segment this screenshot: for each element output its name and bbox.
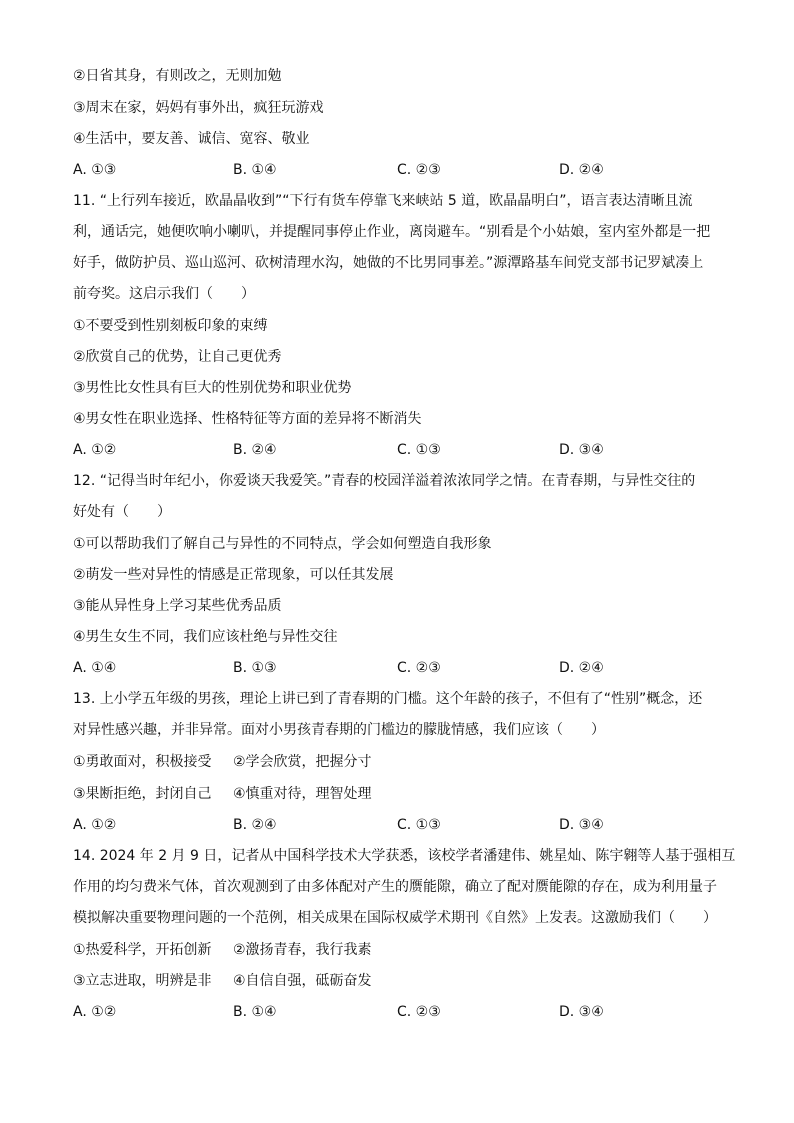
choice-d[interactable]: D. ③④ [559, 442, 604, 458]
option-line: ③能从异性身上学习某些优秀品质 [73, 598, 282, 614]
choice-a[interactable]: A. ①④ [73, 660, 117, 676]
stem-line: 13. 上小学五年级的男孩，理论上讲已到了青春期的门槛。这个年龄的孩子，不但有了“性别”概念，还 [73, 691, 703, 707]
choice-d[interactable]: D. ③④ [559, 1004, 604, 1020]
option-line: ④男女性在职业选择、性格特征等方面的差异将不断消失 [73, 411, 422, 427]
option-pair [73, 784, 372, 804]
question-14-stem [73, 841, 736, 934]
option-line: ①可以帮助我们了解自己与异性的不同特点，学会如何塑造自我形象 [73, 536, 492, 552]
stem-line: 利，通话完，她便吹响小喇叭，并提醒同事停止作业，离岗避车。“别看是个小姑娘，室内室外都是一把 [73, 224, 711, 240]
stem-line: 模拟解决重要物理问题的一个范例，相关成果在国际权威学术期刊《自然》上发表。这激励我们（ ） [73, 910, 717, 926]
answer-choices [73, 815, 733, 835]
answer-choices [73, 440, 733, 460]
option-line: ③男性比女性具有巨大的性别优势和职业优势 [73, 380, 352, 396]
option-line: ②欣赏自己的优势，让自己更优秀 [73, 349, 282, 365]
option-line: ④慎重对待，理智处理 [233, 786, 372, 802]
choice-a[interactable]: A. ①② [73, 442, 117, 458]
question-11-stem [73, 186, 721, 310]
choice-c[interactable]: C. ①③ [397, 817, 441, 833]
choice-b[interactable]: B. ②④ [233, 817, 277, 833]
stem-line: 14. 2024 年 2 月 9 日，记者从中国科学技术大学获悉，该校学者潘建伟、姚星灿、陈宇翱等人基于强相互 [73, 848, 736, 864]
choice-d[interactable]: D. ②④ [559, 660, 604, 676]
choice-b[interactable]: B. ①④ [233, 162, 277, 178]
option-line: ③果断拒绝，封闭自己 [73, 786, 212, 802]
answer-choices [73, 1002, 733, 1022]
stem-line: 好处有（ ） [73, 504, 171, 520]
option-line: ②激扬青春，我行我素 [233, 942, 372, 958]
option-line: ①不要受到性别刻板印象的束缚 [73, 318, 268, 334]
option-line: ④自信自强，砥砺奋发 [233, 973, 372, 989]
stem-line: 11. “上行列车接近，欧晶晶收到”“下行有货车停靠飞来峡站 5 道，欧晶晶明白”，语言表达清晰且流 [73, 193, 693, 209]
option-line: ①勇敢面对，积极接受 [73, 754, 212, 770]
option-line: ④男生女生不同，我们应该杜绝与异性交往 [73, 629, 338, 645]
choice-b[interactable]: B. ②④ [233, 442, 277, 458]
stem-line: 前夸奖。这启示我们（ ） [73, 286, 255, 302]
option-line: ③立志进取，明辨是非 [73, 973, 212, 989]
option-pair [73, 971, 372, 991]
choice-c[interactable]: C. ②③ [397, 1004, 441, 1020]
choice-c[interactable]: C. ②③ [397, 660, 441, 676]
option-line: ②学会欣赏，把握分寸 [233, 754, 372, 770]
option-pair [73, 752, 372, 772]
option-line: ②萌发一些对异性的情感是正常现象，可以任其发展 [73, 567, 394, 583]
choice-d[interactable]: D. ③④ [559, 817, 604, 833]
option-line: ①热爱科学，开拓创新 [73, 942, 212, 958]
stem-line: 12. “记得当时年纪小，你爱谈天我爱笑。”青春的校园洋溢着浓浓同学之情。在青春期，与异性交往的 [73, 473, 696, 489]
stem-line: 对异性感兴趣，并非异常。面对小男孩青春期的门槛边的朦胧情感，我们应该（ ） [73, 722, 605, 738]
answer-choices [73, 658, 733, 678]
choice-a[interactable]: A. ①② [73, 817, 117, 833]
question-13-stem [73, 684, 721, 746]
choice-c[interactable]: C. ②③ [397, 162, 441, 178]
choice-b[interactable]: B. ①④ [233, 1004, 277, 1020]
answer-choices [73, 160, 733, 180]
choice-a[interactable]: A. ①② [73, 1004, 117, 1020]
stem-line: 作用的均匀费米气体，首次观测到了由多体配对产生的赝能隙，确立了配对赝能隙的存在，成为利用量子 [73, 879, 717, 895]
choice-c[interactable]: C. ①③ [397, 442, 441, 458]
option-line: ②日省其身，有则改之，无则加勉 [73, 68, 282, 84]
choice-a[interactable]: A. ①③ [73, 162, 117, 178]
choice-d[interactable]: D. ②④ [559, 162, 604, 178]
question-12-stem [73, 466, 721, 528]
stem-line: 好手，做防护员、巡山巡河、砍树清理水沟，她做的不比男同事差。”源潭路基车间党支部书记罗斌凑上 [73, 255, 704, 271]
option-line: ③周末在家，妈妈有事外出，疯狂玩游戏 [73, 100, 324, 116]
option-line: ④生活中，要友善、诚信、宽容、敬业 [73, 131, 310, 147]
option-pair [73, 940, 372, 960]
choice-b[interactable]: B. ①③ [233, 660, 277, 676]
